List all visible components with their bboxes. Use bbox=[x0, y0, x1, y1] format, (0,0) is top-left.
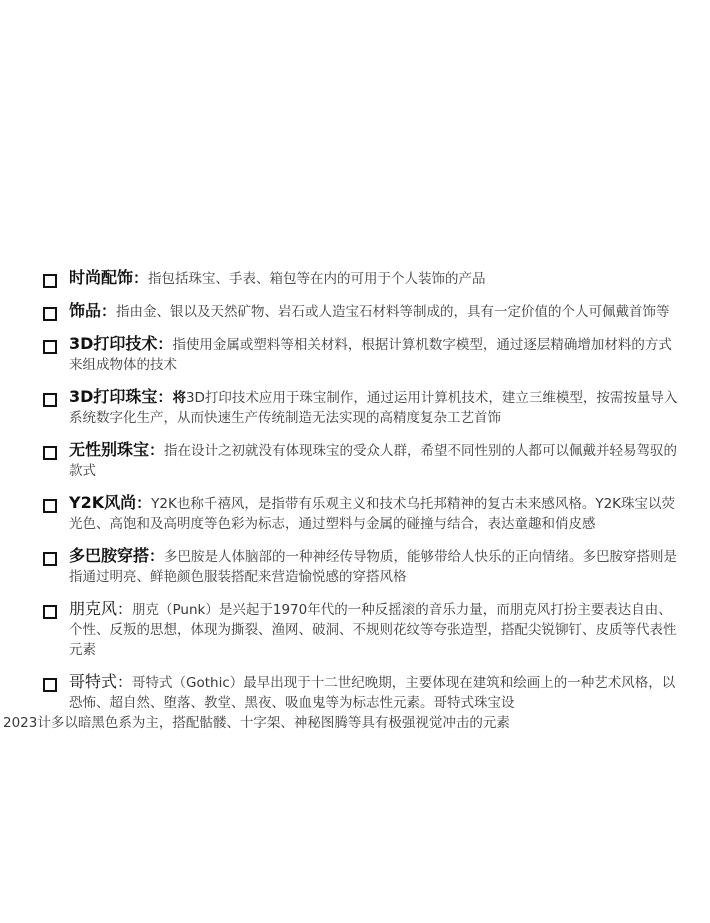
entry-colon: ： bbox=[117, 600, 133, 618]
entry-text bbox=[69, 599, 678, 660]
checkbox-square-icon bbox=[43, 499, 57, 513]
entry-term: 多巴胺穿搭 bbox=[69, 546, 150, 565]
list-item bbox=[38, 599, 678, 660]
entry-colon: ： bbox=[136, 494, 152, 512]
checkbox-square-icon bbox=[43, 307, 57, 321]
checkbox-square-icon bbox=[43, 340, 57, 354]
entry-term: 3D打印珠宝 bbox=[69, 387, 158, 406]
entry-term: 饰品 bbox=[69, 301, 102, 320]
entry-colon: ： bbox=[149, 547, 165, 565]
entry-term: 3D打印技术 bbox=[69, 334, 158, 353]
list-item bbox=[38, 546, 678, 587]
entry-colon: ： bbox=[133, 269, 149, 287]
entry-definition: 指由金、银以及天然矿物、岩石或人造宝石材料等制成的，具有一定价值的个人可佩戴首饰等 bbox=[116, 304, 670, 320]
list-item bbox=[38, 387, 678, 428]
entry-term: Y2K风尚 bbox=[69, 493, 137, 512]
entry-definition: 哥特式（Gothic）最早出现于十二世纪晚期，主要体现在建筑和绘画上的一种艺术风格，以恐怖、超自然、堕落、教堂、黑夜、吸血鬼等为标志性元素。哥特式珠宝设 bbox=[69, 675, 676, 711]
checkbox-square-icon bbox=[43, 678, 57, 692]
entry-colon: ： bbox=[117, 673, 133, 691]
entry-text bbox=[69, 334, 678, 375]
entry-text bbox=[69, 546, 678, 587]
entry-definition-prefix: 将 bbox=[172, 390, 186, 406]
entry-definition-tail: 计多以暗黑色系为主，搭配骷髅、十字架、神秘图腾等具有极强视觉冲击的元素 bbox=[37, 715, 510, 731]
entry-definition: 朋克（Punk）是兴起于1970年代的一种反摇滚的音乐力量，而朋克风打扮主要表达自由、个性、反叛的思想，体现为撕裂、渔网、破洞、不规则花纹等夸张造型，搭配尖锐铆钉、皮质等代表性元素 bbox=[69, 602, 677, 658]
entry-text bbox=[69, 301, 678, 322]
checkbox-square-icon bbox=[43, 393, 57, 407]
entry-text bbox=[69, 440, 678, 481]
entry-term: 无性别珠宝 bbox=[69, 440, 150, 459]
entry-definition: 多巴胺是人体脑部的一种神经传导物质，能够带给人快乐的正向情绪。多巴胺穿搭则是指通过明亮、鲜艳颜色服装搭配来营造愉悦感的穿搭风格 bbox=[69, 549, 678, 585]
list-item bbox=[38, 301, 678, 322]
entry-term: 朋克风 bbox=[69, 599, 118, 618]
entry-term: 时尚配饰 bbox=[69, 268, 134, 287]
entry-definition: 指在设计之初就没有体现珠宝的受众人群，希望不同性别的人都可以佩戴并轻易驾驭的款式 bbox=[69, 443, 678, 479]
list-item bbox=[38, 493, 678, 534]
list-item bbox=[38, 268, 678, 289]
entry-text bbox=[69, 268, 678, 289]
entry-colon: ： bbox=[101, 302, 117, 320]
list-item bbox=[38, 334, 678, 375]
entry-text bbox=[69, 493, 678, 534]
entry-colon: ： bbox=[157, 335, 173, 353]
entry-colon: ： bbox=[157, 388, 173, 406]
list-item bbox=[38, 440, 678, 481]
checkbox-square-icon bbox=[43, 446, 57, 460]
checkbox-square-icon bbox=[43, 552, 57, 566]
page-number: 2023 bbox=[3, 715, 38, 731]
checkbox-square-icon bbox=[43, 605, 57, 619]
entry-colon: ： bbox=[149, 441, 165, 459]
list-item bbox=[3, 672, 678, 733]
entry-definition: 3D打印技术应用于珠宝制作，通过运用计算机技术，建立三维模型，按需按量导入系统数字化生产，从而快速生产传统制造无法实现的高精度复杂工艺首饰 bbox=[69, 390, 678, 426]
entry-text bbox=[69, 672, 678, 713]
entry-definition: 指使用金属或塑料等相关材料，根据计算机数字模型，通过逐层精确增加材料的方式来组成物体的技术 bbox=[69, 337, 672, 373]
entry-definition: Y2K也称千禧风，是指带有乐观主义和技术乌托邦精神的复古未来感风格。Y2K珠宝以荧光色、高饱和及高明度等色彩为标志，通过塑料与金属的碰撞与结合，表达童趣和俏皮感 bbox=[69, 496, 676, 532]
entry-term: 哥特式 bbox=[69, 672, 118, 691]
entry-text bbox=[69, 387, 678, 428]
entry-definition: 指包括珠宝、手表、箱包等在内的可用于个人装饰的产品 bbox=[148, 271, 486, 287]
checkbox-square-icon bbox=[43, 274, 57, 288]
glossary-list bbox=[3, 268, 678, 733]
entry-text-overflow-line bbox=[3, 713, 678, 733]
